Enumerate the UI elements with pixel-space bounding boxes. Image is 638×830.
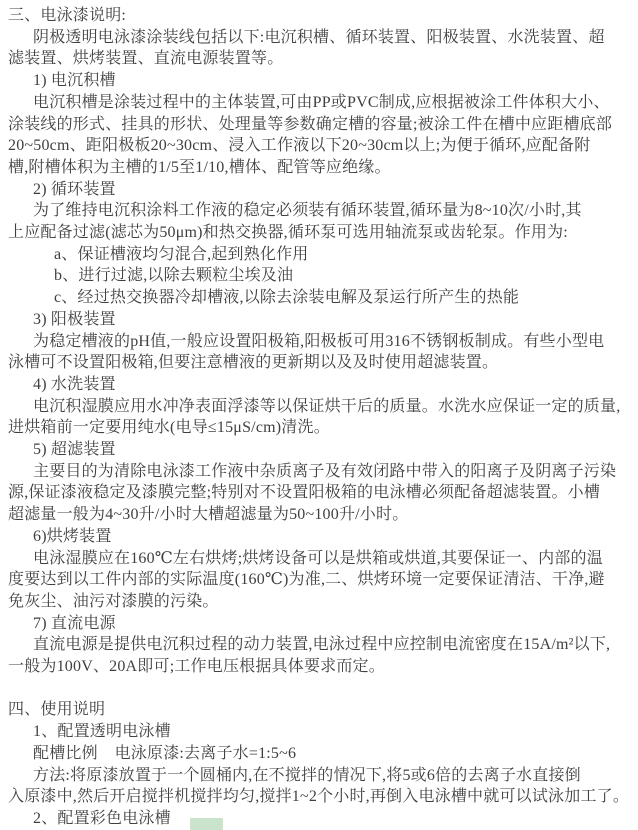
paragraph-line: 主要目的为清除电泳漆工作液中杂质离子及有效闭路中带入的阳离子及阴离子污染 [33, 462, 617, 480]
paragraph-line: 直流电源是提供电沉积过程的动力装置,电泳过程中应控制电流密度在15A/m²以下, [33, 636, 611, 654]
paragraph-line: 20~50cm、距阳极板20~30cm、浸入工作液以下20~30cm以上;为便于循环,应配备附 [8, 137, 591, 155]
paragraph-line: 度要达到以工件内部的实际温度(160℃)为准,二、烘烤环境一定要保证清洁、干净,避 [8, 571, 605, 589]
list-item: c、经过热交换器冷却槽液,以除去涂装电解及泵运行所产生的热能 [54, 289, 520, 307]
paragraph-line: 进烘箱前一定要用纯水(电导≤15μS/cm)清洗。 [8, 419, 330, 437]
section-4-heading: 四、使用说明 [8, 701, 106, 719]
paragraph-line: 滤装置、烘烤装置、直流电源装置等。 [8, 50, 284, 68]
section-3-heading: 三、电泳漆说明: [8, 7, 127, 24]
highlight-mark [190, 818, 223, 830]
paragraph-line: 为稳定槽液的pH值,一般应设置阳极箱,阳极板可用316不锈钢板制成。有些小型电 [33, 332, 605, 350]
list-item: a、保证槽液均匀混合,起到熟化作用 [54, 245, 309, 263]
subsection-heading: 3) 阳极装置 [33, 310, 116, 328]
subsection-heading: 1) 电沉积槽 [33, 72, 116, 90]
paragraph-line: 免灰尘、油污对漆膜的污染。 [8, 592, 219, 610]
subsection-heading: 2、配置彩色电泳槽 [33, 810, 171, 827]
paragraph-line: 电泳湿膜应在160℃左右烘烤;烘烤设备可以是烘箱或烘道,其要保证一、内部的温 [33, 549, 603, 567]
list-item: b、进行过滤,以除去颗粒尘埃及油 [54, 267, 294, 285]
paragraph-line: 电沉积槽是涂装过程中的主体装置,可由PP或PVC制成,应根据被涂工件体积大小、 [33, 93, 610, 111]
paragraph-line: 槽,附槽体积为主槽的1/5至1/10,槽体、配管等应绝缘。 [8, 158, 391, 176]
blank-line [8, 678, 632, 700]
subsection-heading: 2) 循环装置 [33, 180, 116, 198]
paragraph-line: 泳槽可不设置阳极箱,但要注意槽液的更新期以及及时使用超滤装置。 [8, 354, 499, 372]
subsection-heading: 6)烘烤装置 [33, 527, 112, 545]
paragraph-line: 入原漆中,然后开启搅拌机搅拌均匀,搅拌1~2个小时,再倒入电泳槽中就可以试泳加工了。 [8, 788, 630, 806]
document-lines [8, 5, 632, 830]
subsection-heading: 4) 水洗装置 [33, 375, 116, 393]
paragraph-line: 一般为100V、20A即可;工作电压根据具体要求而定。 [8, 658, 385, 676]
paragraph-line: 方法:将原漆放置于一个圆桶内,在不搅拌的情况下,将5或6倍的去离子水直接倒 [33, 766, 581, 784]
paragraph-line: 为了维持电沉积涂料工作液的稳定必须装有循环装置,循环量为8~10次/小时,其 [33, 202, 582, 220]
subsection-heading: 5) 超滤装置 [33, 441, 116, 459]
paragraph-line: 电沉积湿膜应用水冲净表面浮漆等以保证烘干后的质量。水洗水应保证一定的质量, [33, 397, 621, 415]
paragraph-line: 源,保证漆液稳定及漆膜完整;特别对不设置阳极箱的电泳槽必须配备超滤装置。小槽 [8, 484, 601, 502]
paragraph-line: 涂装线的形式、挂具的形状、处理量等参数确定槽的容量;被涂工件在槽中应距槽底部 [8, 115, 613, 133]
paragraph-line: 配槽比例 电泳原漆:去离子水=1:5~6 [33, 744, 297, 762]
paragraph-line: 阴极透明电泳漆涂装线包括以下:电沉积槽、循环装置、阳极装置、水洗装置、超 [33, 28, 605, 46]
paragraph-line: 上应配备过滤(滤芯为50μm)和热交换器,循环泵可选用轴流泵或齿轮泵。作用为: [8, 224, 568, 242]
paragraph-line: 超滤量一般为4~30升/小时大槽超滤量为50~100升/小时。 [8, 506, 409, 524]
subsection-heading: 7) 直流电源 [33, 614, 116, 632]
subsection-heading: 1、配置透明电泳槽 [33, 723, 171, 741]
